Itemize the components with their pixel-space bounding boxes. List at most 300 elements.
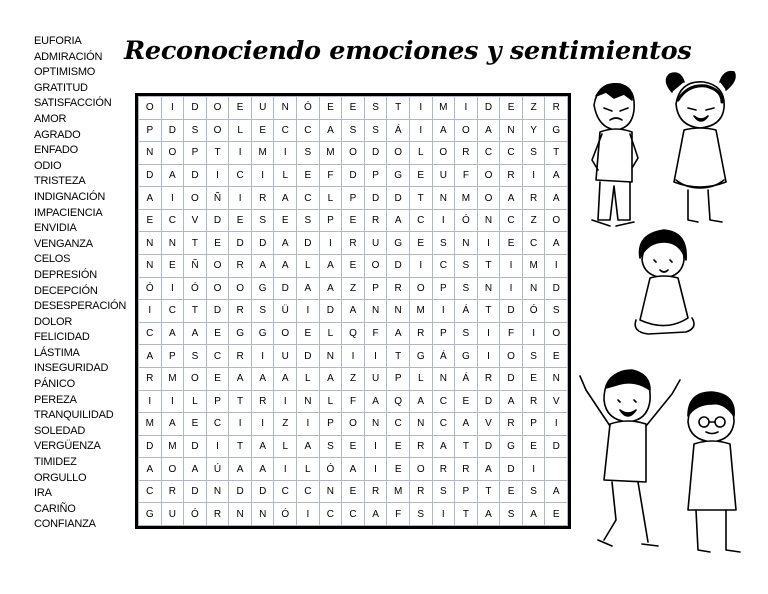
grid-cell: D [477,97,500,120]
grid-cell: D [229,480,252,503]
word-list-item: PÁNICO [34,378,75,391]
grid-cell: I [139,300,162,323]
grid-cell: N [409,413,432,436]
grid-cell: E [297,322,320,345]
grid-cell: D [364,187,387,210]
grid-cell: A [274,232,297,255]
grid-cell: P [455,480,478,503]
grid-cell: C [274,119,297,142]
grid-cell: E [251,119,274,142]
grid-cell: O [342,142,365,165]
grid-cell: P [432,322,455,345]
grid-row [139,164,568,187]
grid-cell: D [545,277,568,300]
grid-cell: C [297,480,320,503]
word-list-item: ADMIRACIÓN [34,50,103,63]
grid-row [139,322,568,345]
grid-cell: P [184,142,207,165]
grid-cell: M [251,142,274,165]
grid-cell: R [455,458,478,481]
grid-cell: P [161,345,184,368]
grid-cell: R [206,503,229,526]
grid-cell: G [387,164,410,187]
grid-cell: M [319,142,342,165]
grid-cell: D [297,232,320,255]
word-list-item: ENFADO [34,144,79,157]
grid-cell: C [206,413,229,436]
word-list-item: DOLOR [34,315,73,328]
grid-cell: M [455,187,478,210]
grid-cell: A [251,435,274,458]
grid-cell: A [409,390,432,413]
grid-cell: Z [522,209,545,232]
grid-cell: A [229,458,252,481]
grid-cell: R [161,480,184,503]
grid-cell: E [161,255,184,278]
word-list-item: TRANQUILIDAD [34,409,114,422]
grid-cell: A [139,187,162,210]
grid-cell: V [477,413,500,436]
grid-cell: Ó [455,209,478,232]
grid-cell: E [500,232,523,255]
grid-cell: P [342,187,365,210]
grid-row [139,300,568,323]
grid-cell: N [251,503,274,526]
word-list-item: CELOS [34,253,71,266]
word-list-item: CARIÑO [34,502,76,515]
grid-cell: E [342,435,365,458]
grid-cell: D [184,435,207,458]
grid-cell: L [319,187,342,210]
grid-row [139,187,568,210]
grid-cell: A [455,413,478,436]
grid-cell: Á [432,345,455,368]
word-list-item: INSEGURIDAD [34,362,109,375]
grid-cell: S [432,480,455,503]
grid-cell: O [161,142,184,165]
grid-cell: N [319,345,342,368]
grid-cell: A [477,503,500,526]
grid-cell: O [432,142,455,165]
grid-cell: F [455,164,478,187]
grid-cell: T [229,435,252,458]
grid-cell: Z [342,277,365,300]
grid-cell: C [432,255,455,278]
grid-cell: I [409,97,432,120]
grid-cell: G [500,435,523,458]
grid-cell: I [477,322,500,345]
grid-cell: C [387,413,410,436]
grid-cell: N [364,413,387,436]
grid-cell: R [364,209,387,232]
grid-cell: S [342,119,365,142]
word-list-item: IMPACIENCIA [34,206,103,219]
grid-cell: E [342,97,365,120]
grid-cell: A [274,255,297,278]
grid-cell: R [229,255,252,278]
grid-cell: F [364,322,387,345]
grid-cell: A [477,119,500,142]
grid-cell: D [184,97,207,120]
grid-cell: I [251,164,274,187]
grid-cell: E [500,97,523,120]
grid-cell: S [409,503,432,526]
grid-cell: E [342,480,365,503]
grid-cell: I [297,503,320,526]
grid-cell: R [251,187,274,210]
grid-cell: S [522,345,545,368]
word-list-item: TIMIDEZ [34,456,77,469]
grid-cell: N [206,480,229,503]
grid-cell: L [319,390,342,413]
word-list-item: CONFIANZA [34,518,96,531]
grid-cell: C [432,413,455,436]
grid-cell: Ó [184,503,207,526]
grid-cell: N [139,232,162,255]
grid-cell: N [432,187,455,210]
grid-cell: V [184,209,207,232]
grid-cell: A [545,232,568,255]
grid-cell: Ñ [184,255,207,278]
grid-cell: S [432,232,455,255]
word-list [34,34,132,533]
grid-cell: A [297,435,320,458]
grid-cell: N [297,390,320,413]
grid-cell: G [139,503,162,526]
word-list-item: IRA [34,487,52,500]
grid-cell: N [319,480,342,503]
crying-girl-figure [666,72,735,222]
grid-cell: O [184,367,207,390]
grid-cell: Z [522,97,545,120]
grid-cell: A [297,277,320,300]
grid-cell: O [500,345,523,368]
grid-cell: A [364,503,387,526]
grid-cell: E [206,232,229,255]
grid-cell: D [500,300,523,323]
grid-row [139,119,568,142]
grid-cell: O [342,413,365,436]
grid-cell: E [274,209,297,232]
grid-row [139,458,568,481]
grid-cell: L [409,367,432,390]
grid-cell: T [477,255,500,278]
grid-cell: I [274,390,297,413]
grid-cell: R [387,277,410,300]
grid-cell: D [297,345,320,368]
grid-cell: T [409,187,432,210]
page-title: Reconociendo emociones y sentimientos [124,36,692,66]
grid-cell: D [251,232,274,255]
grid-cell: T [184,232,207,255]
grid-cell: I [477,232,500,255]
grid-cell: C [139,322,162,345]
grid-cell: C [342,503,365,526]
grid-cell: U [161,503,184,526]
grid-cell: T [206,142,229,165]
word-list-item: AMOR [34,112,67,125]
word-list-item: INDIGNACIÓN [34,190,106,203]
grid-row [139,435,568,458]
grid-cell: O [364,255,387,278]
grid-cell: L [319,322,342,345]
grid-cell: E [522,367,545,390]
grid-cell: I [432,300,455,323]
grid-cell: E [206,367,229,390]
grid-cell: Ó [319,458,342,481]
grid-cell: I [297,413,320,436]
grid-cell: E [387,435,410,458]
letter-grid [138,96,568,526]
grid-cell: C [206,345,229,368]
grid-cell: D [477,390,500,413]
word-list-item: SOLEDAD [34,424,86,437]
grid-cell: E [522,435,545,458]
grid-cell: R [409,322,432,345]
word-list-item: VERGÜENZA [34,440,101,453]
grid-cell: M [161,435,184,458]
grid-cell: A [432,119,455,142]
grid-cell: D [206,209,229,232]
grid-cell: Ú [206,458,229,481]
grid-cell: D [500,458,523,481]
grid-cell: D [206,300,229,323]
grid-cell: A [432,435,455,458]
grid-cell: L [297,458,320,481]
grid-cell: I [297,300,320,323]
grid-cell: G [251,322,274,345]
grid-cell: R [251,390,274,413]
grid-cell: A [139,458,162,481]
grid-cell: A [161,164,184,187]
grid-cell: C [409,209,432,232]
grid-row [139,277,568,300]
grid-cell: S [455,277,478,300]
grid-cell: M [409,300,432,323]
grid-cell: S [364,119,387,142]
children-illustration [576,70,762,570]
grid-cell: Q [342,322,365,345]
grid-cell: P [319,209,342,232]
grid-cell: R [229,300,252,323]
grid-cell: E [139,209,162,232]
grid-cell: C [161,300,184,323]
grid-cell: P [387,367,410,390]
grid-row [139,367,568,390]
grid-cell: R [139,367,162,390]
grid-cell: E [229,97,252,120]
grid-cell: A [229,367,252,390]
grid-cell: D [139,164,162,187]
grid-cell: I [364,345,387,368]
word-list-item: TRISTEZA [34,175,86,188]
grid-cell: R [455,142,478,165]
word-list-item: OPTIMISMO [34,66,96,79]
grid-cell: D [364,142,387,165]
grid-cell: Z [342,367,365,390]
grid-cell: T [387,345,410,368]
grid-row [139,480,568,503]
grid-cell: E [545,503,568,526]
grid-cell: R [409,435,432,458]
grid-cell: G [387,232,410,255]
grid-cell: A [274,367,297,390]
grid-row [139,345,568,368]
grid-cell: R [500,413,523,436]
grid-cell: P [319,413,342,436]
grid-cell: S [184,119,207,142]
grid-cell: L [229,119,252,142]
grid-cell: I [522,458,545,481]
sitting-girl-figure [635,230,694,334]
grid-cell: M [161,367,184,390]
grid-cell: Á [455,300,478,323]
grid-cell: Á [387,119,410,142]
grid-cell: I [364,458,387,481]
grid-cell: O [206,97,229,120]
grid-cell: S [545,300,568,323]
grid-cell: I [455,97,478,120]
grid-cell: A [184,458,207,481]
grid-cell: I [319,232,342,255]
grid-cell: G [251,277,274,300]
grid-cell: A [274,187,297,210]
grid-cell: D [319,300,342,323]
grid-row [139,232,568,255]
grid-cell: R [364,480,387,503]
grid-cell: U [364,232,387,255]
grid-row [139,255,568,278]
grid-cell: L [184,390,207,413]
word-list-item: LÁSTIMA [34,346,80,359]
grid-cell: S [500,503,523,526]
grid-cell: L [274,435,297,458]
grid-cell: E [342,209,365,232]
shy-boy-figure [688,392,740,552]
grid-cell: E [206,322,229,345]
grid-cell: R [522,390,545,413]
grid-cell: N [522,277,545,300]
grid-cell: O [409,277,432,300]
grid-cell: C [139,480,162,503]
word-list-item: FELICIDAD [34,331,90,344]
grid-cell: F [387,503,410,526]
grid-cell: I [477,345,500,368]
grid-cell: P [522,413,545,436]
grid-cell: A [161,322,184,345]
grid-cell: I [500,277,523,300]
grid-cell: R [342,232,365,255]
grid-cell: A [184,322,207,345]
grid-cell: I [500,255,523,278]
angry-boy-figure [592,84,638,226]
grid-cell: I [364,435,387,458]
grid-cell: I [161,187,184,210]
grid-cell: E [342,255,365,278]
grid-cell: N [477,209,500,232]
grid-cell: P [364,277,387,300]
grid-cell: L [297,367,320,390]
grid-cell: L [409,142,432,165]
grid-cell: C [522,232,545,255]
grid-cell: A [545,187,568,210]
grid-cell: R [522,187,545,210]
grid-cell: O [184,187,207,210]
word-list-item: PEREZA [34,393,77,406]
word-list-item: VENGANZA [34,237,93,250]
grid-cell: O [477,164,500,187]
grid-cell: N [274,97,297,120]
grid-cell: U [251,97,274,120]
grid-cell: A [251,367,274,390]
grid-cell: Q [387,390,410,413]
grid-cell: C [297,187,320,210]
grid-cell: T [184,300,207,323]
grid-cell: A [161,413,184,436]
grid-cell: E [319,97,342,120]
word-list-item: ENVIDIA [34,222,77,235]
grid-cell: T [229,390,252,413]
grid-cell: N [387,300,410,323]
grid-cell: S [522,480,545,503]
grid-cell: I [161,277,184,300]
grid-cell: O [161,458,184,481]
grid-cell: O [455,119,478,142]
grid-cell: A [139,345,162,368]
grid-cell: G [409,345,432,368]
grid-cell: S [319,435,342,458]
grid-cell: R [432,458,455,481]
grid-cell: R [477,367,500,390]
grid-cell [545,458,568,481]
grid-cell: Ó [184,277,207,300]
grid-cell: A [545,164,568,187]
word-list-item: DEPRESIÓN [34,268,97,281]
grid-cell: O [206,277,229,300]
grid-cell: I [229,413,252,436]
grid-cell: D [342,164,365,187]
word-list-item: DECEPCIÓN [34,284,98,297]
grid-cell: D [251,480,274,503]
grid-cell: I [409,119,432,142]
grid-cell: N [477,277,500,300]
grid-cell: Ó [139,277,162,300]
grid-cell: G [545,119,568,142]
grid-cell: D [139,435,162,458]
grid-cell: S [522,142,545,165]
grid-cell: C [229,164,252,187]
grid-cell: C [500,209,523,232]
grid-cell: G [229,322,252,345]
grid-cell: Ñ [206,187,229,210]
grid-cell: O [545,322,568,345]
grid-cell: N [139,255,162,278]
grid-cell: L [297,255,320,278]
grid-cell: C [297,119,320,142]
grid-cell: I [545,413,568,436]
grid-row [139,503,568,526]
grid-cell: C [477,142,500,165]
grid-cell: P [206,390,229,413]
grid-cell: R [409,480,432,503]
grid-cell: M [139,413,162,436]
grid-cell: A [387,209,410,232]
grid-cell: E [455,390,478,413]
grid-cell: R [500,164,523,187]
grid-cell: A [500,187,523,210]
grid-cell: A [319,367,342,390]
grid-cell: D [184,164,207,187]
